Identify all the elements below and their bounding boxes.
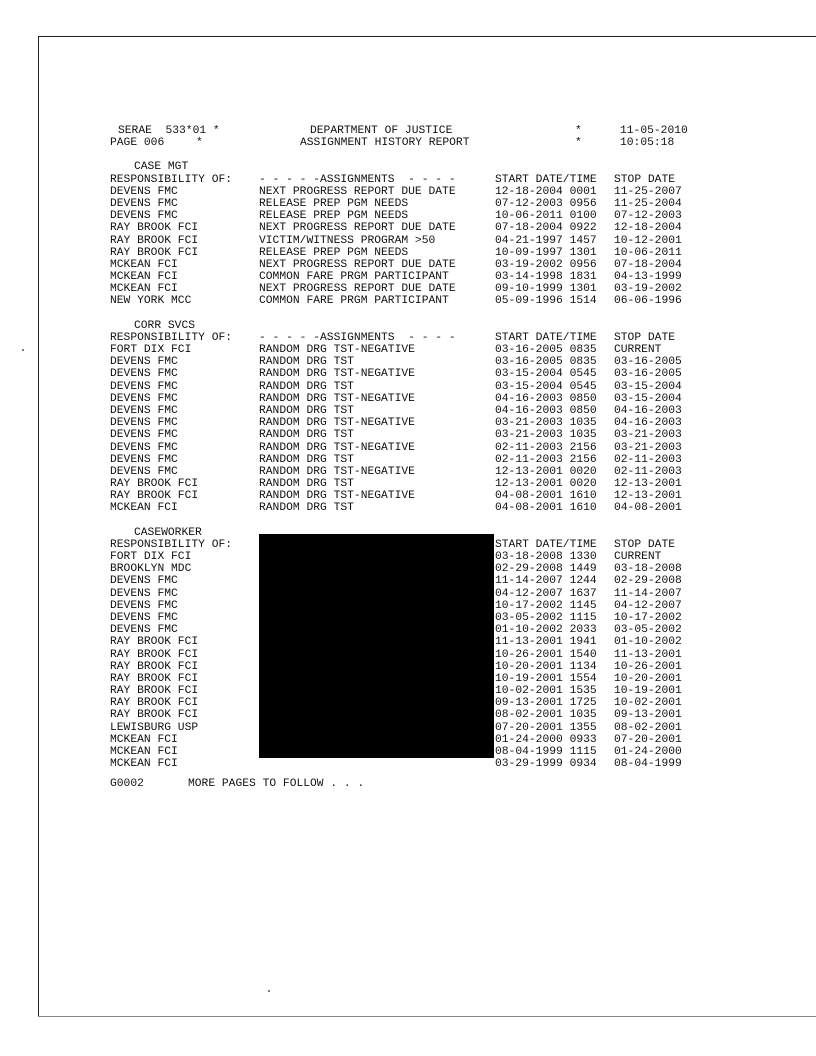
- table-row: [110, 466, 710, 478]
- start-datetime-cell: 03-16-2005 0835: [495, 356, 597, 369]
- facility-cell: DEVENS FMC: [110, 575, 178, 588]
- start-datetime-cell: 11-14-2007 1244: [495, 575, 597, 588]
- page-number: PAGE 006: [110, 137, 165, 150]
- table-row: [110, 283, 710, 295]
- facility-cell: LEWISBURG USP: [110, 721, 199, 734]
- assignment-cell: RANDOM DRG TST-NEGATIVE: [259, 392, 415, 405]
- stop-date-cell: 03-19-2002: [614, 283, 682, 296]
- stop-date-cell: 07-18-2004: [614, 258, 682, 271]
- stop-date-cell: 03-16-2005: [614, 356, 682, 369]
- footer-message: MORE PAGES TO FOLLOW . . .: [188, 778, 365, 791]
- column-header-row: [110, 174, 710, 186]
- table-row: [110, 295, 710, 307]
- assignment-cell: RANDOM DRG TST-NEGATIVE: [259, 368, 415, 381]
- facility-cell: MCKEAN FCI: [110, 733, 178, 746]
- start-datetime-cell: 09-13-2001 1725: [495, 697, 597, 710]
- facility-cell: DEVENS FMC: [110, 197, 178, 210]
- report-footer: [110, 778, 710, 790]
- column-header-start-date: START DATE/TIME: [495, 538, 597, 551]
- column-header-start-date: START DATE/TIME: [495, 331, 597, 344]
- start-datetime-cell: 03-15-2004 0545: [495, 368, 597, 381]
- stop-date-cell: 07-20-2001: [614, 733, 682, 746]
- stop-date-cell: 03-15-2004: [614, 380, 682, 393]
- start-datetime-cell: 03-15-2004 0545: [495, 380, 597, 393]
- table-row: [110, 235, 710, 247]
- facility-cell: DEVENS FMC: [110, 356, 178, 369]
- start-datetime-cell: 07-20-2001 1355: [495, 721, 597, 734]
- start-datetime-cell: 10-26-2001 1540: [495, 648, 597, 661]
- start-datetime-cell: 03-29-1999 0934: [495, 758, 597, 771]
- start-datetime-cell: 03-19-2002 0956: [495, 258, 597, 271]
- facility-cell: MCKEAN FCI: [110, 283, 178, 296]
- column-header-responsibility: RESPONSIBILITY OF:: [110, 538, 233, 551]
- facility-cell: DEVENS FMC: [110, 417, 178, 430]
- table-row: [110, 344, 710, 356]
- start-datetime-cell: 03-21-2003 1035: [495, 429, 597, 442]
- table-row: [110, 490, 710, 502]
- stop-date-cell: 02-11-2003: [614, 465, 682, 478]
- assignment-cell: NEXT PROGRESS REPORT DUE DATE: [259, 185, 456, 198]
- stop-date-cell: 04-16-2003: [614, 417, 682, 430]
- start-datetime-cell: 10-17-2002 1145: [495, 599, 597, 612]
- facility-cell: FORT DIX FCI: [110, 344, 192, 356]
- stop-date-cell: 08-02-2001: [614, 721, 682, 734]
- table-row: [110, 198, 710, 210]
- section-title-row: [110, 161, 710, 173]
- facility-cell: RAY BROOK FCI: [110, 234, 199, 247]
- stop-date-cell: 03-15-2004: [614, 392, 682, 405]
- facility-cell: DEVENS FMC: [110, 465, 178, 478]
- assignment-cell: RANDOM DRG TST-NEGATIVE: [259, 417, 415, 430]
- header-star: *: [575, 125, 582, 137]
- column-header-stop-date: STOP DATE: [614, 538, 676, 551]
- start-datetime-cell: 12-13-2001 0020: [495, 465, 597, 478]
- facility-cell: MCKEAN FCI: [110, 746, 178, 758]
- start-datetime-cell: 03-16-2005 0835: [495, 344, 597, 356]
- stop-date-cell: 10-02-2001: [614, 697, 682, 710]
- stop-date-cell: 11-13-2001: [614, 648, 682, 661]
- assignment-cell: VICTIM/WITNESS PROGRAM >50: [259, 234, 436, 247]
- assignment-cell: RELEASE PREP PGM NEEDS: [259, 197, 409, 210]
- facility-cell: MCKEAN FCI: [110, 271, 178, 284]
- stop-date-cell: 02-29-2008: [614, 575, 682, 588]
- facility-cell: RAY BROOK FCI: [110, 660, 199, 673]
- table-row: [110, 186, 710, 198]
- facility-cell: RAY BROOK FCI: [110, 246, 199, 259]
- column-header-start-date: START DATE/TIME: [495, 173, 597, 186]
- page-border-left: [38, 36, 39, 1016]
- facility-cell: RAY BROOK FCI: [110, 697, 199, 710]
- assignment-cell: NEXT PROGRESS REPORT DUE DATE: [259, 283, 456, 296]
- assignment-cell: NEXT PROGRESS REPORT DUE DATE: [259, 222, 456, 235]
- stop-date-cell: 06-06-1996: [614, 295, 682, 308]
- assignment-cell: RANDOM DRG TST: [259, 380, 354, 393]
- section-corr-svcs: [110, 320, 710, 515]
- assignment-cell: RANDOM DRG TST-NEGATIVE: [259, 490, 415, 503]
- start-datetime-cell: 03-21-2003 1035: [495, 417, 597, 430]
- stop-date-cell: 10-26-2001: [614, 660, 682, 673]
- stop-date-cell: 09-13-2001: [614, 709, 682, 722]
- start-datetime-cell: 04-08-2001 1610: [495, 502, 597, 515]
- report-header-line-2: [110, 137, 710, 149]
- stop-date-cell: 10-17-2002: [614, 611, 682, 624]
- table-row: [110, 356, 710, 368]
- facility-cell: DEVENS FMC: [110, 210, 178, 223]
- agency-name: DEPARTMENT OF JUSTICE: [310, 125, 453, 137]
- stop-date-cell: 07-12-2003: [614, 210, 682, 223]
- table-row: [110, 442, 710, 454]
- facility-cell: RAY BROOK FCI: [110, 672, 199, 685]
- stop-date-cell: 11-14-2007: [614, 587, 682, 600]
- stop-date-cell: 12-13-2001: [614, 478, 682, 491]
- start-datetime-cell: 02-29-2008 1449: [495, 563, 597, 576]
- stop-date-cell: 04-13-1999: [614, 271, 682, 284]
- stop-date-cell: 01-10-2002: [614, 636, 682, 649]
- start-datetime-cell: 04-12-2007 1637: [495, 587, 597, 600]
- stop-date-cell: 10-06-2011: [614, 246, 682, 259]
- assignment-cell: RANDOM DRG TST: [259, 502, 354, 515]
- stop-date-cell: 12-18-2004: [614, 222, 682, 235]
- stop-date-cell: 01-24-2000: [614, 746, 682, 758]
- stop-date-cell: 04-16-2003: [614, 404, 682, 417]
- start-datetime-cell: 02-11-2003 2156: [495, 453, 597, 466]
- page-border-top: [38, 36, 816, 37]
- facility-cell: RAY BROOK FCI: [110, 648, 199, 661]
- start-datetime-cell: 05-09-1996 1514: [495, 295, 597, 308]
- facility-cell: DEVENS FMC: [110, 404, 178, 417]
- start-datetime-cell: 04-16-2003 0850: [495, 392, 597, 405]
- assignment-cell: NEXT PROGRESS REPORT DUE DATE: [259, 258, 456, 271]
- report-header-line-1: [110, 125, 710, 137]
- start-datetime-cell: 03-05-2002 1115: [495, 611, 597, 624]
- stop-date-cell: 03-18-2008: [614, 563, 682, 576]
- footer-code: G0002: [110, 778, 144, 791]
- column-header-stop-date: STOP DATE: [614, 173, 676, 186]
- column-header-assignments: - - - - -ASSIGNMENTS - - - -: [259, 173, 456, 186]
- stop-date-cell: 11-25-2004: [614, 197, 682, 210]
- start-datetime-cell: 07-18-2004 0922: [495, 222, 597, 235]
- assignment-cell: COMMON FARE PRGM PARTICIPANT: [259, 295, 449, 308]
- table-row: [110, 368, 710, 380]
- start-datetime-cell: 09-10-1999 1301: [495, 283, 597, 296]
- start-datetime-cell: 11-13-2001 1941: [495, 636, 597, 649]
- table-row: [110, 454, 710, 466]
- facility-cell: DEVENS FMC: [110, 624, 178, 637]
- start-datetime-cell: 10-20-2001 1134: [495, 660, 597, 673]
- facility-cell: DEVENS FMC: [110, 429, 178, 442]
- facility-cell: RAY BROOK FCI: [110, 490, 199, 503]
- stop-date-cell: 11-25-2007: [614, 185, 682, 198]
- scan-speck: [22, 349, 24, 351]
- facility-cell: DEVENS FMC: [110, 368, 178, 381]
- stop-date-cell: 02-11-2003: [614, 453, 682, 466]
- assignment-cell: RANDOM DRG TST: [259, 453, 354, 466]
- assignment-cell: RANDOM DRG TST: [259, 404, 354, 417]
- facility-cell: DEVENS FMC: [110, 587, 178, 600]
- start-datetime-cell: 08-04-1999 1115: [495, 746, 597, 758]
- start-datetime-cell: 04-08-2001 1610: [495, 490, 597, 503]
- table-row: [110, 502, 710, 514]
- start-datetime-cell: 02-11-2003 2156: [495, 441, 597, 454]
- section-title: CASE MGT: [134, 161, 189, 174]
- section-case-mgt: [110, 161, 710, 307]
- column-header-stop-date: STOP DATE: [614, 331, 676, 344]
- facility-cell: RAY BROOK FCI: [110, 709, 199, 722]
- facility-cell: DEVENS FMC: [110, 185, 178, 198]
- facility-cell: RAY BROOK FCI: [110, 636, 199, 649]
- stop-date-cell: 04-12-2007: [614, 599, 682, 612]
- section-caseworker: [110, 527, 710, 771]
- report-sections: [110, 161, 710, 770]
- stop-date-cell: CURRENT: [614, 551, 662, 563]
- start-datetime-cell: 10-06-2011 0100: [495, 210, 597, 223]
- start-datetime-cell: 10-09-1997 1301: [495, 246, 597, 259]
- table-row: [110, 429, 710, 441]
- column-header-assignments: - - - - -ASSIGNMENTS - - - -: [259, 331, 456, 344]
- stop-date-cell: 10-12-2001: [614, 234, 682, 247]
- table-row: [110, 210, 710, 222]
- assignment-cell: RANDOM DRG TST-NEGATIVE: [259, 441, 415, 454]
- facility-cell: DEVENS FMC: [110, 611, 178, 624]
- stop-date-cell: 03-05-2002: [614, 624, 682, 637]
- facility-cell: MCKEAN FCI: [110, 258, 178, 271]
- facility-cell: RAY BROOK FCI: [110, 478, 199, 491]
- table-row: [110, 417, 710, 429]
- facility-cell: FORT DIX FCI: [110, 551, 192, 563]
- stop-date-cell: 03-21-2003: [614, 429, 682, 442]
- scan-speck: [268, 990, 270, 992]
- system-id: SERAE 533*01 *: [118, 125, 220, 137]
- assignment-cell: RELEASE PREP PGM NEEDS: [259, 210, 409, 223]
- assignment-cell: RANDOM DRG TST-NEGATIVE: [259, 465, 415, 478]
- start-datetime-cell: 04-16-2003 0850: [495, 404, 597, 417]
- facility-cell: DEVENS FMC: [110, 441, 178, 454]
- assignment-cell: RELEASE PREP PGM NEEDS: [259, 246, 409, 259]
- assignment-cell: COMMON FARE PRGM PARTICIPANT: [259, 271, 449, 284]
- start-datetime-cell: 12-13-2001 0020: [495, 478, 597, 491]
- assignment-cell: RANDOM DRG TST: [259, 356, 354, 369]
- facility-cell: DEVENS FMC: [110, 453, 178, 466]
- redaction-block: [259, 534, 494, 758]
- report-time: 10:05:18: [620, 137, 675, 150]
- column-header-responsibility: RESPONSIBILITY OF:: [110, 173, 233, 186]
- column-header-row: [110, 332, 710, 344]
- facility-cell: DEVENS FMC: [110, 392, 178, 405]
- assignment-cell: RANDOM DRG TST: [259, 478, 354, 491]
- column-header-responsibility: RESPONSIBILITY OF:: [110, 331, 233, 344]
- facility-cell: BROOKLYN MDC: [110, 563, 192, 576]
- page-border-bottom: [38, 1016, 816, 1017]
- table-row: [110, 259, 710, 271]
- facility-cell: MCKEAN FCI: [110, 758, 178, 771]
- start-datetime-cell: 01-24-2000 0933: [495, 733, 597, 746]
- table-row: [110, 247, 710, 259]
- table-row: [110, 222, 710, 234]
- stop-date-cell: 12-13-2001: [614, 490, 682, 503]
- facility-cell: DEVENS FMC: [110, 599, 178, 612]
- table-row: [110, 271, 710, 283]
- start-datetime-cell: 03-18-2008 1330: [495, 551, 597, 563]
- facility-cell: NEW YORK MCC: [110, 295, 192, 308]
- facility-cell: RAY BROOK FCI: [110, 685, 199, 698]
- start-datetime-cell: 12-18-2004 0001: [495, 185, 597, 198]
- table-row: [110, 393, 710, 405]
- start-datetime-cell: 03-14-1998 1831: [495, 271, 597, 284]
- start-datetime-cell: 04-21-1997 1457: [495, 234, 597, 247]
- report-date: 11-05-2010: [620, 125, 688, 137]
- facility-cell: DEVENS FMC: [110, 380, 178, 393]
- start-datetime-cell: 07-12-2003 0956: [495, 197, 597, 210]
- table-row: [110, 381, 710, 393]
- start-datetime-cell: 10-02-2001 1535: [495, 685, 597, 698]
- section-title-row: [110, 320, 710, 332]
- table-row: [110, 758, 710, 770]
- start-datetime-cell: 01-10-2002 2033: [495, 624, 597, 637]
- stop-date-cell: 08-04-1999: [614, 758, 682, 771]
- stop-date-cell: 10-20-2001: [614, 672, 682, 685]
- header-star: *: [196, 137, 203, 150]
- table-row: [110, 478, 710, 490]
- assignment-cell: RANDOM DRG TST: [259, 429, 354, 442]
- facility-cell: MCKEAN FCI: [110, 502, 178, 515]
- facility-cell: RAY BROOK FCI: [110, 222, 199, 235]
- start-datetime-cell: 10-19-2001 1554: [495, 672, 597, 685]
- assignment-cell: RANDOM DRG TST-NEGATIVE: [259, 344, 415, 356]
- stop-date-cell: 04-08-2001: [614, 502, 682, 515]
- stop-date-cell: CURRENT: [614, 344, 662, 356]
- start-datetime-cell: 08-02-2001 1035: [495, 709, 597, 722]
- table-row: [110, 405, 710, 417]
- section-title: CASEWORKER: [134, 526, 202, 539]
- report-sheet: [110, 125, 710, 791]
- stop-date-cell: 03-16-2005: [614, 368, 682, 381]
- report-title: ASSIGNMENT HISTORY REPORT: [300, 137, 470, 150]
- header-star: *: [575, 137, 582, 150]
- stop-date-cell: 10-19-2001: [614, 685, 682, 698]
- section-title: CORR SVCS: [134, 319, 196, 332]
- stop-date-cell: 03-21-2003: [614, 441, 682, 454]
